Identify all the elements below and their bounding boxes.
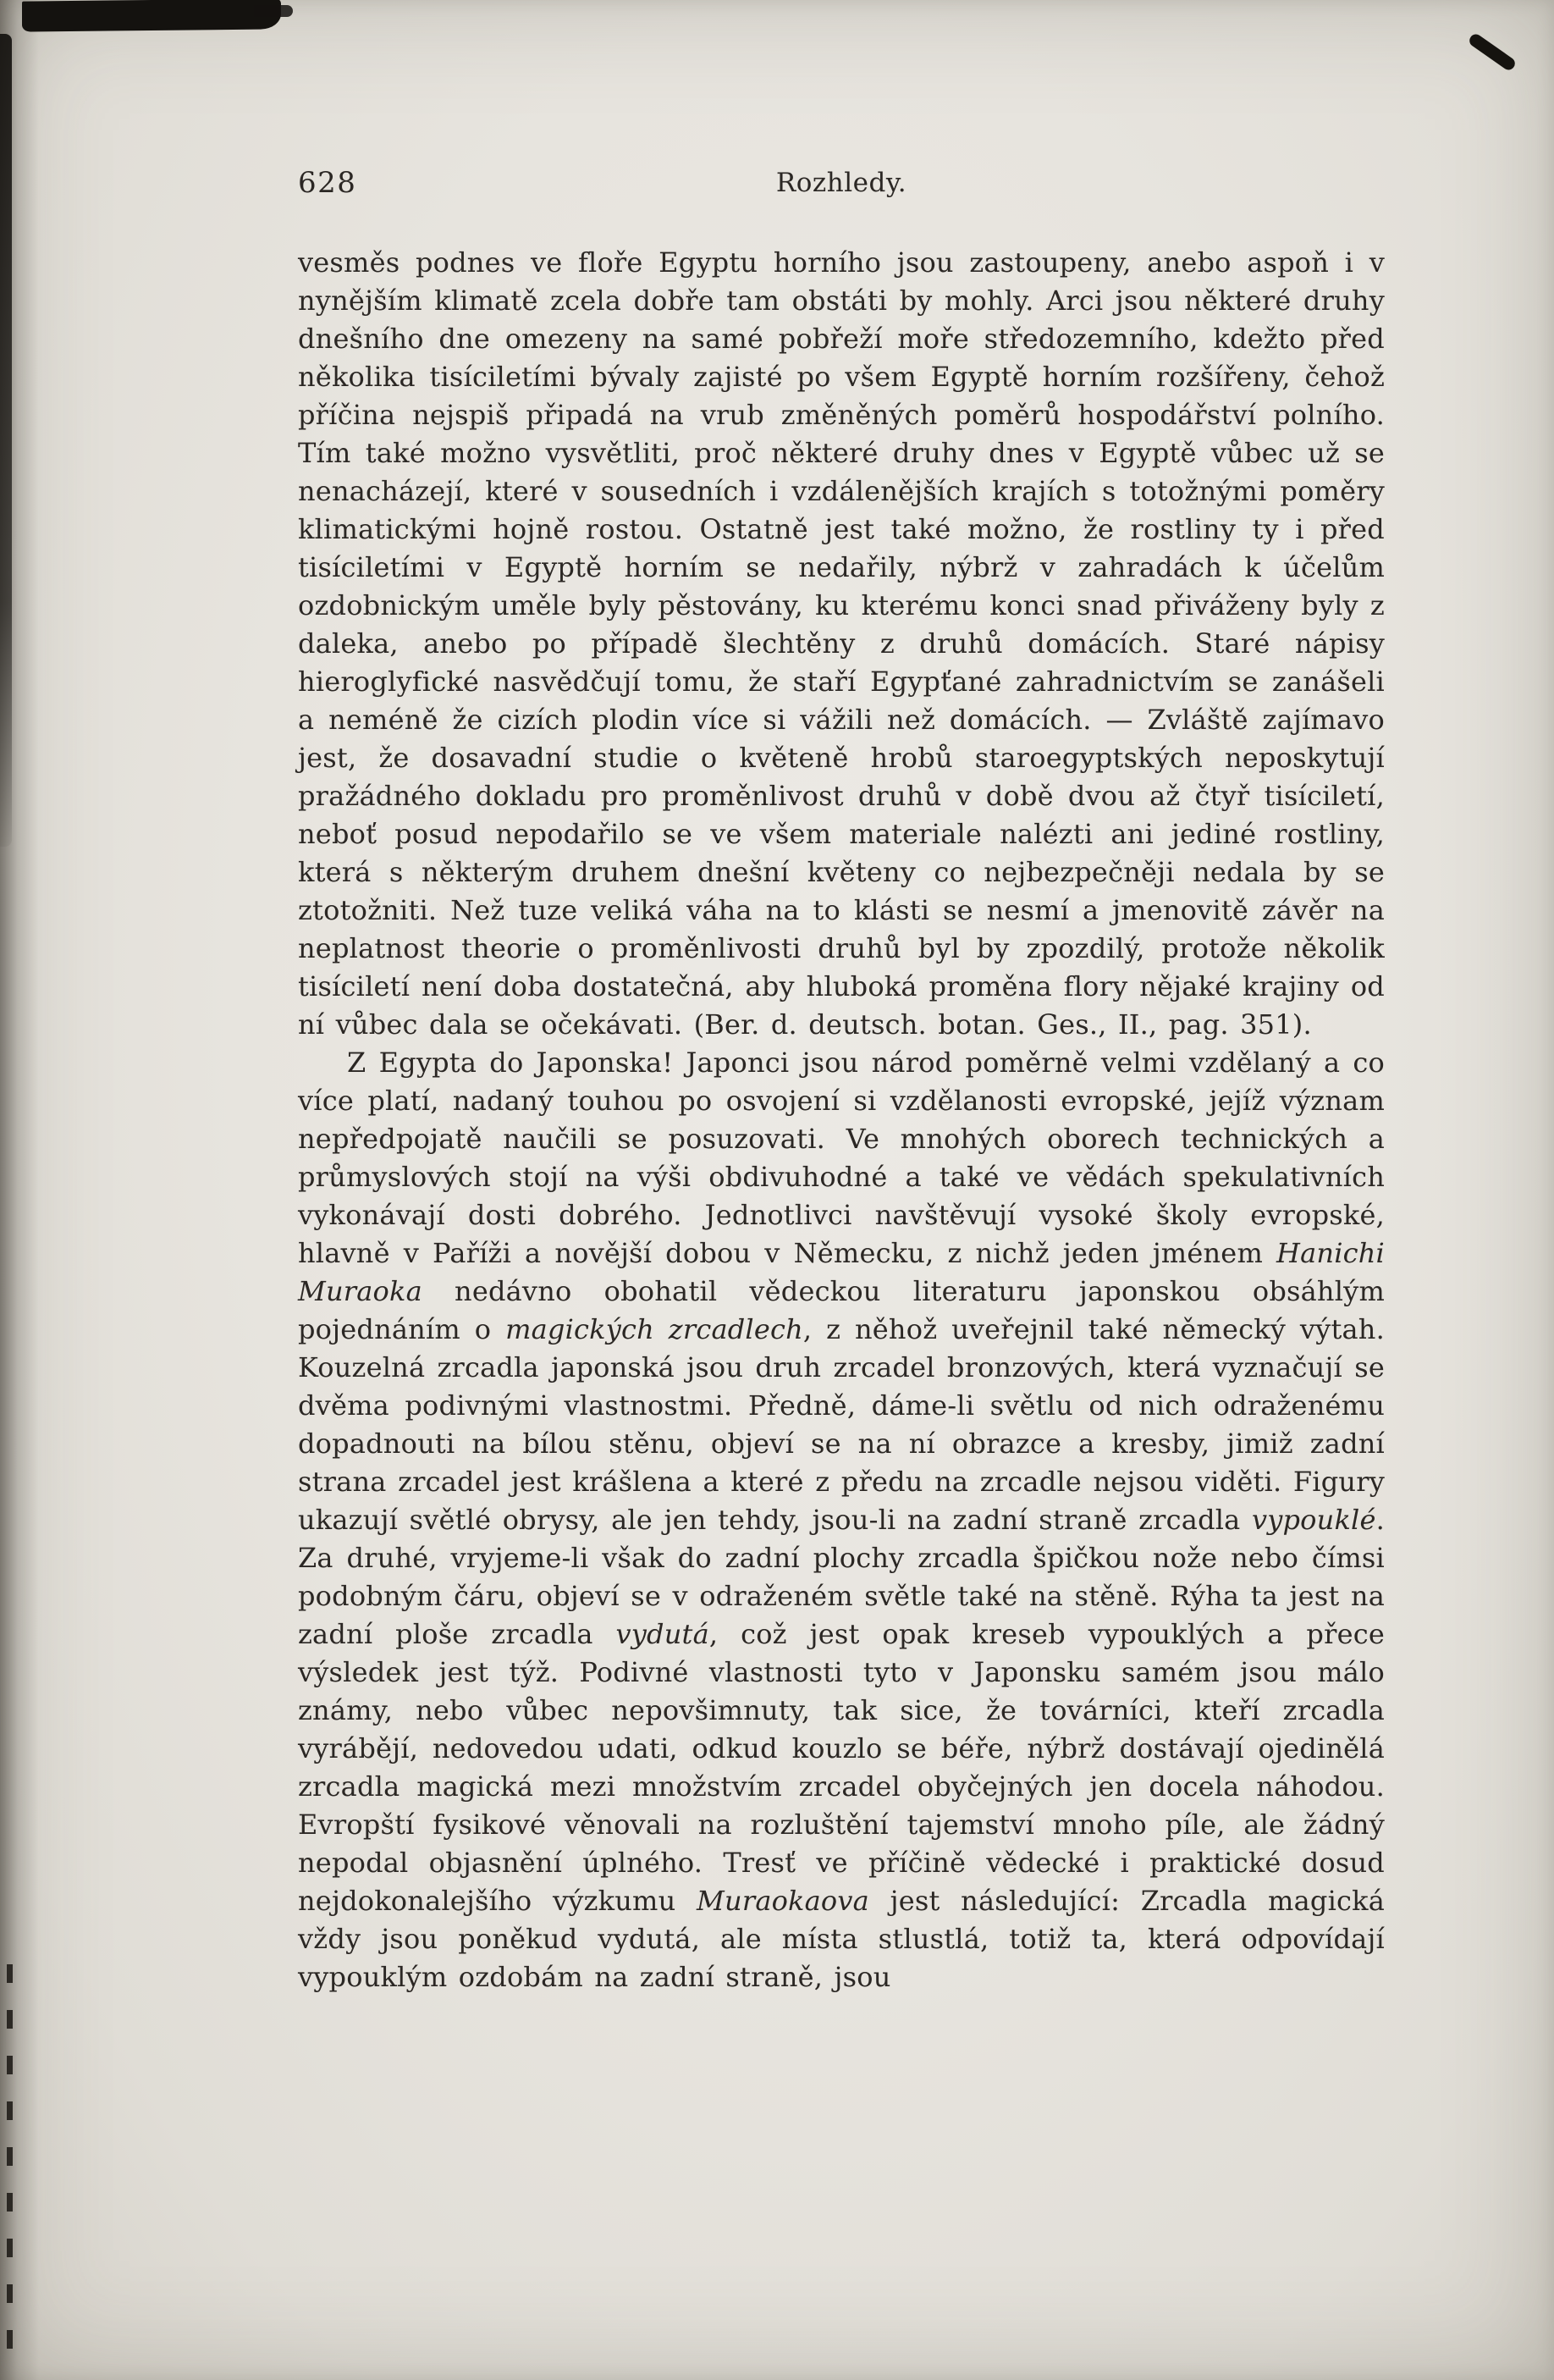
- running-title: Rozhledy.: [775, 168, 907, 198]
- body-text: , což jest opak kreseb vypouklých a přece výsledek jest týž. Podivné vlastnosti tyto v Japonsku samém jsou málo známy, nebo vůbec nepovšimnuty, tak sice, že továrníci, kteří zrcadla vyrábějí, nedovedou udati, odkud kouzlo se béře, nýbrž dostávají ojedinělá zrcadla magická mezi množstvím zrcadel obyčejných jen docela náhodou. Evropští fysikové věnovali na rozluštění tajemství mnoho píle, ale žádný nepodal objasnění úplného. Tresť ve příčině vědecké i praktické dosud nejdokonalejšího výzkumu: [298, 1618, 1386, 1917]
- italic-text: vydutá: [615, 1618, 709, 1650]
- paragraph-1: [298, 244, 1385, 1044]
- scan-artifact-bottom-left-dashes: [7, 1964, 13, 2371]
- body-text: vesměs podnes ve floře Egyptu horního jsou zastoupeny, anebo aspoň i v nynějším klimatě zcela dobře tam obstáti by mohly. Arci jsou některé druhy dnešního dne omezeny na samé pobřeží moře středozemního, kdežto před několika tisíciletími bývaly zajisté po všem Egyptě horním rozšířeny, čehož příčina nejspiš připadá na vrub změněných poměrů hospodářství polního. Tím také možno vysvětliti, proč některé druhy dnes v Egyptě vůbec už se nenacházejí, které v sousedních i vzdálenějších krajích s totožnými poměry klimatickými hojně rostou. Ostatně jest také možno, že rostliny ty i před tisíciletími v Egyptě horním se nedařily, nýbrž v zahradách k účelům ozdobnickým uměle byly pěstovány, ku kterému konci snad přiváženy byly z daleka, anebo po případě šlechtěny z druhů domácích. Staré nápisy hieroglyfické nasvědčují tomu, že staří Egypťané zahradnictvím se zanášeli a neméně že cizích plodin více si vážili než domácích. — Zvláště zajímavo jest, že dosavadní studie o květeně hrobů staroegyptských neposkytují pražádného dokladu pro proměnlivost druhů v době dvou až čtyř tisíciletí, neboť posud nepodařilo se ve všem materiale nalézti ani jediné rostliny, která s některým druhem dnešní květeny co nejbezpečněji nedala by se ztotožniti. Než tuze veliká váha na to klásti se nesmí a jmenovitě závěr na neplatnost theorie o proměnlivosti druhů byl by zpozdilý, protože několik tisíciletí není doba dostatečná, aby hluboká proměna flory nějaké krajiny od ní vůbec dala se očekávati. (Ber. d. deutsch. botan. Ges., II., pag. 351).: [298, 246, 1385, 1041]
- italic-text: Muraokaova: [697, 1885, 869, 1917]
- body-text: . Za druhé, vryjeme-li však do zadní plochy zrcadla špičkou nože nebo čímsi podobným čáru, objeví se v odraženém světle také na stěně. Rýha ta jest na zadní ploše zrcadla: [298, 1504, 1385, 1650]
- scan-artifact-top-left: [22, 0, 281, 32]
- scan-artifact-left-streak: [0, 34, 12, 847]
- italic-text: Hanichi Muraoka: [298, 1237, 1385, 1307]
- page-number: 628: [298, 166, 357, 200]
- italic-text: vypouklé: [1251, 1504, 1376, 1536]
- body-text: , z něhož uveřejnil také německý výtah. Kouzelná zrcadla japonská jsou druh zrcadel bronzových, která vyznačují se dvěma podivnými vlastnostmi. Předně, dáme-li světlu od nich odraženému dopadnouti na bílou stěnu, objeví se na ní obrazce a kresby, jimiž zadní strana zrcadel jest krášlena a které z předu na zrcadle nejsou viděti. Figury ukazují světlé obrysy, ale jen tehdy, jsou-li na zadní straně zrcadla: [298, 1313, 1385, 1536]
- scan-artifact-top-left-tail: [254, 5, 293, 17]
- page-header: [298, 164, 1385, 203]
- body-text: nedávno obohatil vědeckou literaturu japonskou obsáhlým pojednáním o: [298, 1275, 1385, 1345]
- scan-artifact-top-right: [1467, 32, 1517, 73]
- paragraph-2: [298, 1044, 1385, 1996]
- body-text: jest následující: Zrcadla magická vždy jsou poněkud vydutá, ale místa stlustlá, totiž ta, která odpovídají vypouklým ozdobám na zadní straně, jsou: [298, 1885, 1385, 1993]
- text-block: [298, 244, 1385, 1996]
- body-text: Z Egypta do Japonska! Japonci jsou národ poměrně velmi vzdělaný a co více platí, nadaný touhou po osvojení si vzdělanosti evropské, jejíž význam nepředpojatě naučili se posuzovati. Ve mnohých oborech technických a průmyslových stojí na výši obdivuhodné a také ve vědách spekulativních vykonávají dosti dobrého. Jednotlivci navštěvují vysoké školy evropské, hlavně v Paříži a novější dobou v Německu, z nichž jeden jménem: [298, 1046, 1385, 1269]
- italic-text: magických zrcadlech: [505, 1313, 803, 1345]
